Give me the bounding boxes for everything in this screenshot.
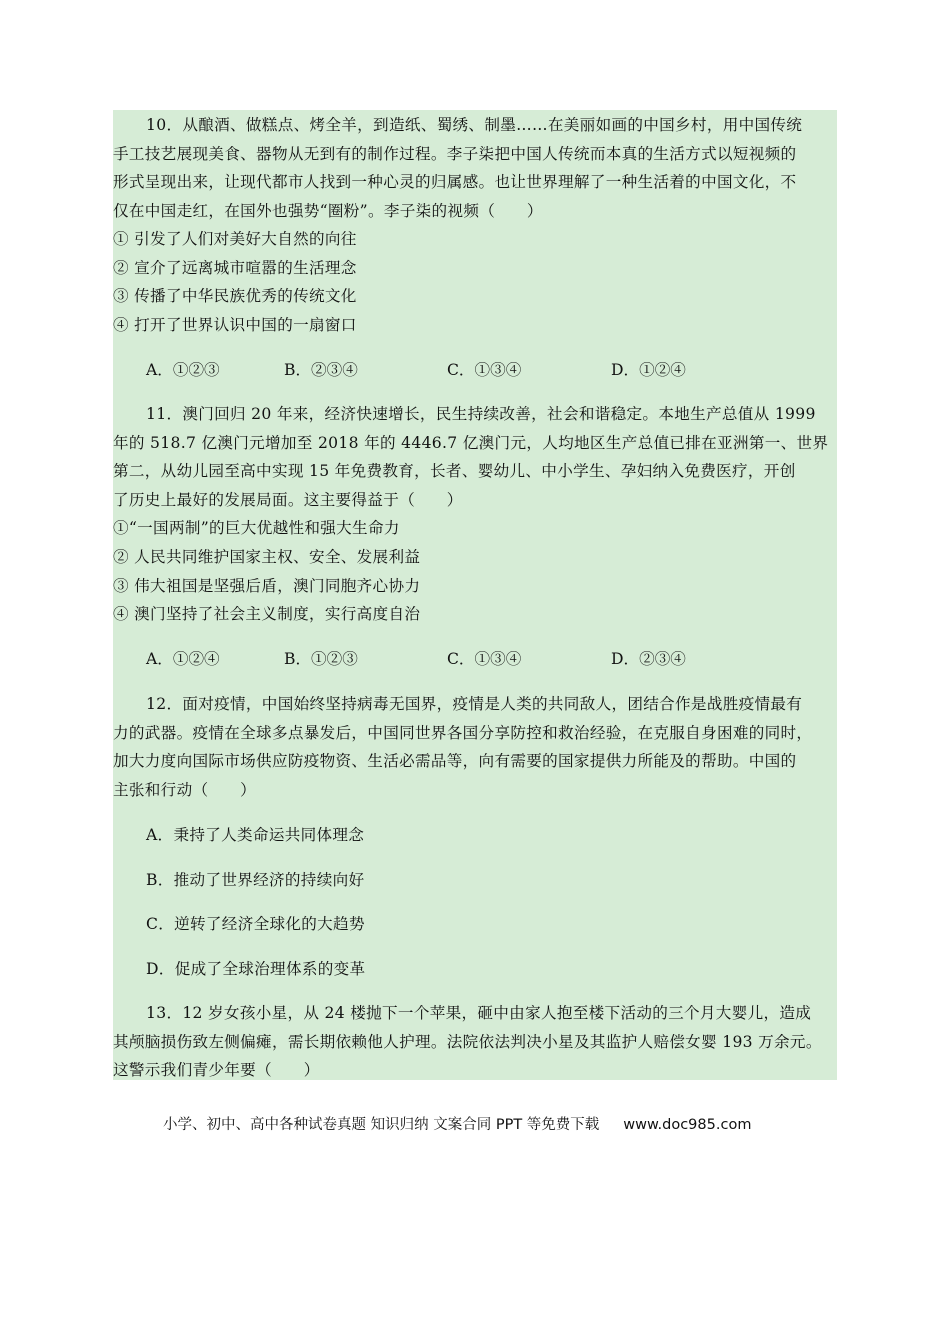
q12-option-b: B．推动了世界经济的持续向好 [146, 871, 365, 889]
q13-line: 其颅脑损伤致左侧偏瘫，需长期依赖他人护理。法院依法判决小星及其监护人赔偿女婴 193 万余元。 [113, 1033, 822, 1051]
q10-statement: ② 宣介了远离城市喧嚣的生活理念 [113, 259, 357, 277]
q10-statement: ① 引发了人们对美好大自然的向往 [113, 230, 357, 248]
q13-line: 这警示我们青少年要（ ） [113, 1061, 320, 1079]
q13-line: 13．12 岁女孩小星，从 24 楼抛下一个苹果，砸中由家人抱至楼下活动的三个月大婴儿，造成 [146, 1004, 812, 1022]
q10-line: 手工技艺展现美食、器物从无到有的制作过程。李子柒把中国人传统而本真的生活方式以短视频的 [113, 145, 797, 163]
q11-line: 年的 518.7 亿澳门元增加至 2018 年的 4446.7 亿澳门元，人均地区生产总值已排在亚洲第一、世界 [113, 434, 829, 452]
q11-line: 第二，从幼儿园至高中实现 15 年免费教育，长者、婴幼儿、中小学生、孕妇纳入免费医疗，开创 [113, 462, 796, 480]
q11-option-c: C．①③④ [447, 650, 522, 668]
q10-line: 形式呈现出来，让现代都市人找到一种心灵的归属感。也让世界理解了一种生活着的中国文化，不 [113, 173, 797, 191]
q11-statement: ③ 伟大祖国是坚强后盾，澳门同胞齐心协力 [113, 577, 421, 595]
q12-line: 12．面对疫情，中国始终坚持病毒无国界，疫情是人类的共同敌人，团结合作是战胜疫情最有 [146, 695, 803, 713]
q11-statement: ①“一国两制”的巨大优越性和强大生命力 [113, 519, 400, 537]
q11-option-b: B．①②③ [284, 650, 358, 668]
q12-option-a: A．秉持了人类命运共同体理念 [146, 826, 365, 844]
q11-line: 了历史上最好的发展局面。这主要得益于（ ） [113, 491, 463, 509]
q10-option-b: B．②③④ [284, 361, 358, 379]
q11-option-a: A．①②④ [146, 650, 220, 668]
q10-line: 仅在中国走红，在国外也强势“圈粉”。李子柒的视频（ ） [113, 202, 543, 220]
q10-line: 10．从酿酒、做糕点、烤全羊，到造纸、蜀绣、制墨……在美丽如画的中国乡村，用中国传统 [146, 116, 803, 134]
q12-option-c: C．逆转了经济全球化的大趋势 [146, 915, 365, 933]
q12-line: 加大力度向国际市场供应防疫物资、生活必需品等，向有需要的国家提供力所能及的帮助。中国的 [113, 752, 797, 770]
q12-option-d: D．促成了全球治理体系的变革 [146, 960, 366, 978]
q10-option-d: D．①②④ [611, 361, 686, 379]
q11-statement: ② 人民共同维护国家主权、安全、发展利益 [113, 548, 421, 566]
q11-option-d: D．②③④ [611, 650, 686, 668]
question-panel [113, 110, 837, 1080]
footer-url: www.doc985.com [623, 1117, 752, 1133]
q11-line: 11．澳门回归 20 年来，经济快速增长，民生持续改善，社会和谐稳定。本地生产总值从 1999 [146, 405, 816, 423]
q10-option-c: C．①③④ [447, 361, 522, 379]
q10-statement: ④ 打开了世界认识中国的一扇窗口 [113, 316, 357, 334]
q12-line: 主张和行动（ ） [113, 781, 257, 799]
q12-line: 力的武器。疫情在全球多点暴发后，中国同世界各国分享防控和救治经验，在克服自身困难的同时， [113, 724, 813, 742]
footer-text: 小学、初中、高中各种试卷真题 知识归纳 文案合同 PPT 等免费下载 [163, 1117, 600, 1133]
q10-statement: ③ 传播了中华民族优秀的传统文化 [113, 287, 357, 305]
page-footer [163, 1115, 751, 1135]
q10-option-a: A．①②③ [146, 361, 220, 379]
q11-statement: ④ 澳门坚持了社会主义制度，实行高度自治 [113, 605, 421, 623]
